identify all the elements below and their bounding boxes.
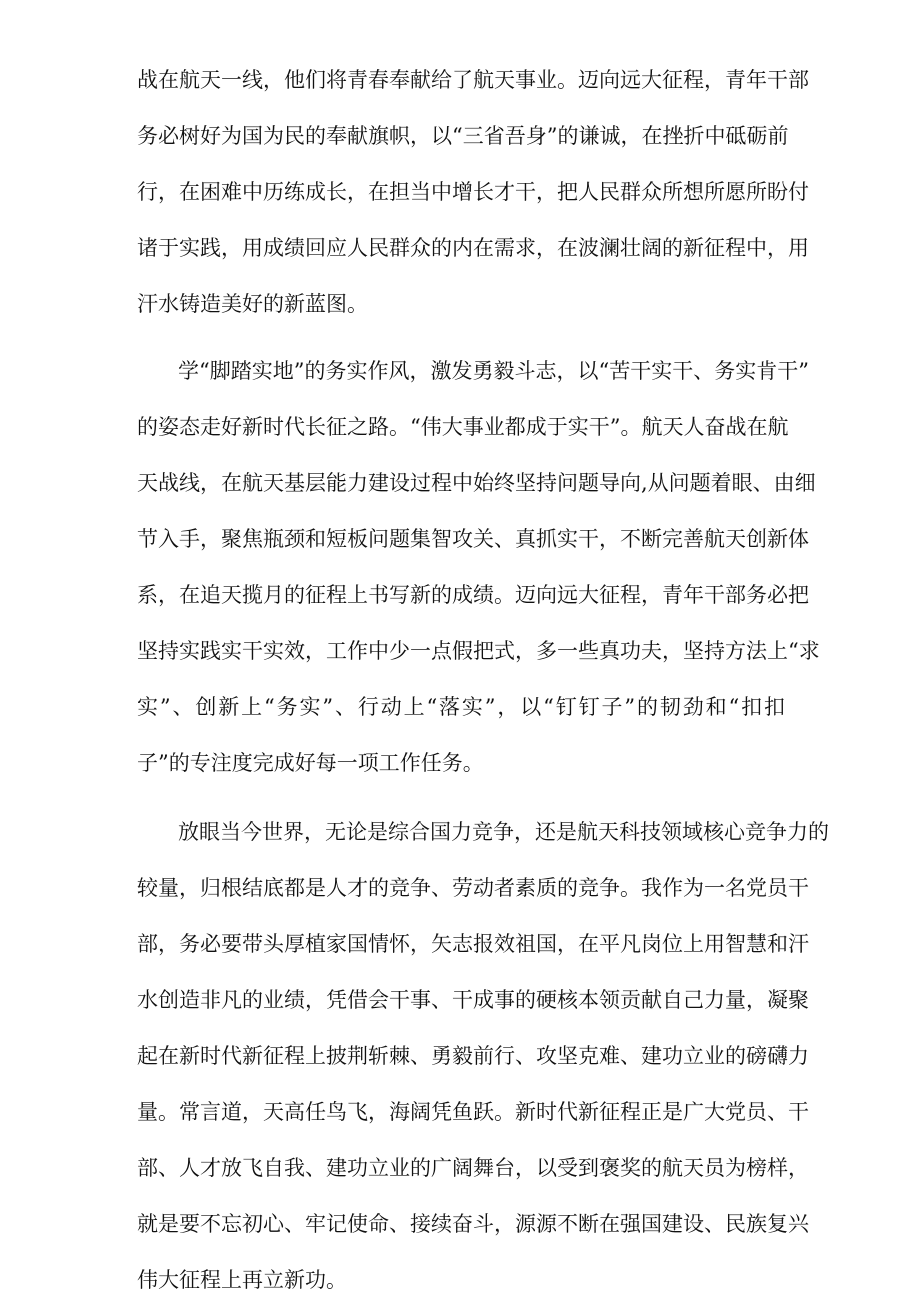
text-line: 水创造非凡的业绩，凭借会干事、干成事的硬核本领贡献自己力量，凝聚 <box>137 988 809 1012</box>
text-line: 放眼当今世界，无论是综合国力竞争，还是航天科技领域核心竞争力的 <box>178 820 829 844</box>
text-line: 子”的专注度完成好每一项工作任务。 <box>137 751 484 775</box>
text-line: 系，在追天揽月的征程上书写新的成绩。迈向远大征程，青年干部务必把 <box>137 583 809 607</box>
text-line: 部、人才放飞自我、建功立业的广阔舞台，以受到褒奖的航天员为榜样， <box>137 1156 809 1180</box>
text-line: 战在航天一线，他们将青春奉献给了航天事业。迈向远大征程，青年干部 <box>137 68 809 92</box>
text-line: 量。常言道，天高任鸟飞，海阔凭鱼跃。新时代新征程正是广大党员、干 <box>137 1100 809 1124</box>
text-line: 部，务必要带头厚植家国情怀，矢志报效祖国，在平凡岗位上用智慧和汗 <box>137 932 809 956</box>
text-line: 就是要不忘初心、牢记使命、接续奋斗，源源不断在强国建设、民族复兴 <box>137 1212 809 1236</box>
text-line: 实”、创新上“务实”、行动上“落实”，以“钉钉子”的韧劲和“扣扣 <box>137 695 785 719</box>
text-line: 较量，归根结底都是人才的竞争、劳动者素质的竞争。我作为一名党员干 <box>137 876 809 900</box>
text-line: 行，在困难中历练成长，在担当中增长才干，把人民群众所想所愿所盼付 <box>137 180 809 204</box>
text-line: 坚持实践实干实效，工作中少一点假把式，多一些真功夫，坚持方法上“求 <box>137 639 820 663</box>
text-line: 的姿态走好新时代长征之路。“伟大事业都成于实干”。航天人奋战在航 <box>137 415 789 439</box>
text-line: 伟大征程上再立新功。 <box>137 1268 347 1292</box>
text-line: 起在新时代新征程上披荆斩棘、勇毅前行、攻坚克难、建功立业的磅礴力 <box>137 1044 809 1068</box>
text-line: 天战线，在航天基层能力建设过程中始终坚持问题导向,从问题着眼、由细 <box>137 471 816 495</box>
text-line: 学“脚踏实地”的务实作风，激发勇毅斗志，以“苦干实干、务实肯干” <box>178 359 809 383</box>
text-line: 诸于实践，用成绩回应人民群众的内在需求，在波澜壮阔的新征程中，用 <box>137 236 809 260</box>
text-line: 汗水铸造美好的新蓝图。 <box>137 292 368 316</box>
text-line: 节入手，聚焦瓶颈和短板问题集智攻关、真抓实干，不断完善航天创新体 <box>137 527 809 551</box>
text-line: 务必树好为国为民的奉献旗帜，以“三省吾身”的谦诚，在挫折中砥砺前 <box>137 124 789 148</box>
